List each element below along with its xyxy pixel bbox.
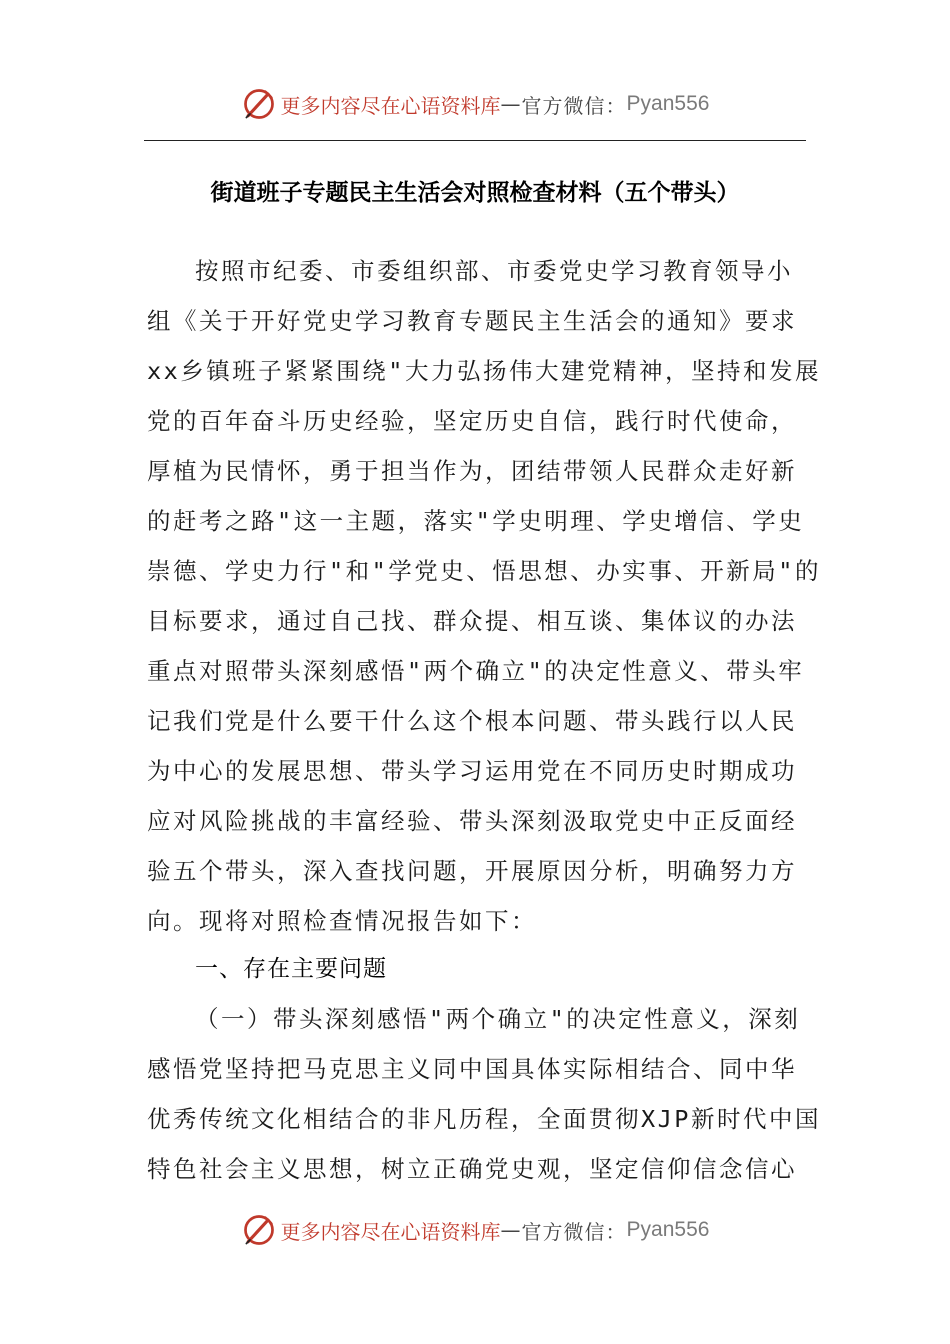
intro-line: 党的百年奋斗历史经验，坚定历史自信，践行时代使命， xyxy=(147,407,797,435)
banner-separator: — xyxy=(500,1218,522,1242)
section1-line: 感悟党坚持把马克思主义同中国具体实际相结合、同中华 xyxy=(147,1055,797,1083)
intro-line: 按照市纪委、市委组织部、市委党史学习教育领导小 xyxy=(195,257,793,285)
banner-main-text: 更多内容尽在心语资料库 xyxy=(280,93,501,118)
intro-line: 组《关于开好党史学习教育专题民主生活会的通知》要求 xyxy=(147,307,797,335)
banner-wechat-id: Pyan556 xyxy=(626,92,710,115)
intro-line: 重点对照带头深刻感悟"两个确立"的决定性意义、带头牢 xyxy=(147,657,805,685)
footer-banner xyxy=(0,1206,950,1254)
banner-separator: — xyxy=(500,92,522,116)
section1-line: 特色社会主义思想，树立正确党史观，坚定信仰信念信心 xyxy=(147,1155,797,1183)
intro-line: 厚植为民情怀，勇于担当作为，团结带领人民群众走好新 xyxy=(147,457,797,485)
intro-line: 验五个带头，深入查找问题，开展原因分析，明确努力方 xyxy=(147,857,797,885)
intro-line: 崇德、学史力行"和"学党史、悟思想、办实事、开新局"的 xyxy=(147,557,821,585)
pen-circle-logo-icon xyxy=(241,1212,277,1248)
section-heading: 一、存在主要问题 xyxy=(195,956,387,982)
banner-wechat-id: Pyan556 xyxy=(626,1218,710,1241)
section1-paragraph xyxy=(147,994,821,1194)
banner-wechat-label: 官方微信： xyxy=(521,93,627,118)
banner-main-text: 更多内容尽在心语资料库 xyxy=(280,1219,501,1244)
header-banner xyxy=(0,80,950,128)
header-divider xyxy=(144,140,806,141)
intro-line: 目标要求，通过自己找、群众提、相互谈、集体议的办法 xyxy=(147,607,797,635)
intro-line: 的赶考之路"这一主题，落实"学史明理、学史增信、学史 xyxy=(147,507,805,535)
intro-line: 向。现将对照检查情况报告如下： xyxy=(147,907,537,935)
intro-line: 应对风险挑战的丰富经验、带头深刻汲取党史中正反面经 xyxy=(147,807,797,835)
section1-line: 优秀传统文化相结合的非凡历程，全面贯彻XJP新时代中国 xyxy=(147,1105,821,1133)
intro-paragraph xyxy=(147,246,821,946)
document-title: 街道班子专题民主生活会对照检查材料（五个带头） xyxy=(210,179,740,206)
banner-wechat-label: 官方微信： xyxy=(521,1219,627,1244)
section1-line: （一）带头深刻感悟"两个确立"的决定性意义，深刻 xyxy=(195,1005,801,1033)
intro-line: 为中心的发展思想、带头学习运用党在不同历史时期成功 xyxy=(147,757,797,785)
intro-line: 记我们党是什么要干什么这个根本问题、带头践行以人民 xyxy=(147,707,797,735)
pen-circle-logo-icon xyxy=(241,86,277,122)
intro-line: xx乡镇班子紧紧围绕"大力弘扬伟大建党精神，坚持和发展 xyxy=(147,357,821,385)
